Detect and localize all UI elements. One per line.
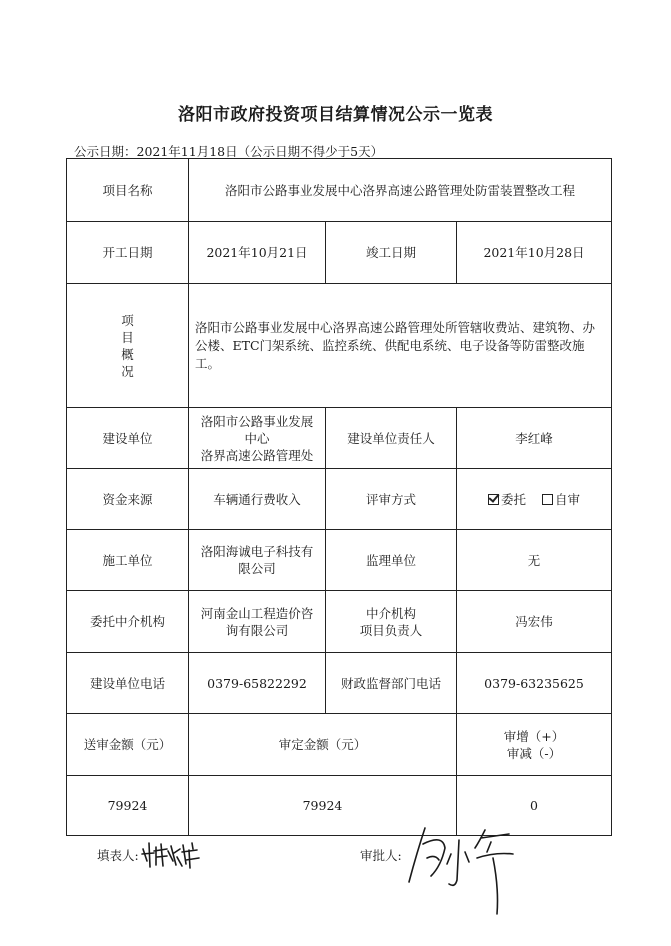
- review-method-options: [457, 469, 612, 530]
- builder-value: 洛阳市公路事业发展 中心 洛界高速公路管理处: [189, 408, 326, 469]
- option-self-review: 自审: [542, 491, 580, 508]
- agency-person-value: 冯宏伟: [457, 591, 612, 653]
- option-entrusted: 委托: [488, 491, 526, 508]
- table-row: [67, 469, 612, 530]
- table-row: [67, 284, 612, 408]
- table-row: [67, 714, 612, 776]
- project-name-value: 洛阳市公路事业发展中心洛界高速公路管理处防雷装置整改工程: [189, 159, 612, 222]
- funding-value: 车辆通行费收入: [189, 469, 326, 530]
- table-row: [67, 591, 612, 653]
- builder-phone-value: 0379-65822292: [189, 653, 326, 714]
- construction-value: 洛阳海诚电子科技有 限公司: [189, 530, 326, 591]
- page-title: 洛阳市政府投资项目结算情况公示一览表: [178, 105, 493, 125]
- submitted-amount-value: 79924: [67, 776, 189, 836]
- submitted-amount-header: 送审金额（元）: [67, 714, 189, 776]
- table-row: [67, 653, 612, 714]
- settlement-table: [66, 158, 612, 836]
- agency-value: 河南金山工程造价咨 询有限公司: [189, 591, 326, 653]
- supervisor-value: 无: [457, 530, 612, 591]
- table-row: [67, 159, 612, 222]
- supervisor-label: 监理单位: [326, 530, 457, 591]
- table-row: [67, 530, 612, 591]
- overview-value: 洛阳市公路事业发展中心洛界高速公路管理处所管辖收费站、建筑物、办公楼、ETC门架系统、监控系统、供配电系统、电子设备等防雷整改施工。: [189, 284, 612, 408]
- funding-label: 资金来源: [67, 469, 189, 530]
- approver-label: 审批人:: [360, 848, 402, 863]
- filler-signature: [140, 835, 202, 873]
- review-method-label: 评审方式: [326, 469, 457, 530]
- overview-label: 项 目 概 况: [67, 284, 189, 408]
- builder-person-value: 李红峰: [457, 408, 612, 469]
- finance-phone-value: 0379-63235625: [457, 653, 612, 714]
- filler-label: 填表人:: [97, 848, 139, 863]
- checkbox-empty-icon: [542, 494, 553, 505]
- start-date-value: 2021年10月21日: [189, 222, 326, 284]
- approver-signature: [405, 818, 535, 926]
- table-row: [67, 408, 612, 469]
- builder-phone-label: 建设单位电话: [67, 653, 189, 714]
- end-date-label: 竣工日期: [326, 222, 457, 284]
- builder-person-label: 建设单位责任人: [326, 408, 457, 469]
- agency-label: 委托中介机构: [67, 591, 189, 653]
- finance-phone-label: 财政监督部门电话: [326, 653, 457, 714]
- approved-amount-value: 79924: [189, 776, 457, 836]
- table-row: [67, 222, 612, 284]
- notice-date: 公示日期：2021年11月18日（公示日期不得少于5天）: [74, 144, 384, 159]
- approved-amount-header: 审定金额（元）: [189, 714, 457, 776]
- change-value: 0: [457, 776, 612, 836]
- checkbox-checked-icon: [488, 494, 499, 505]
- change-header: 审增（+） 审减（-）: [457, 714, 612, 776]
- agency-person-label: 中介机构 项目负责人: [326, 591, 457, 653]
- builder-label: 建设单位: [67, 408, 189, 469]
- start-date-label: 开工日期: [67, 222, 189, 284]
- construction-label: 施工单位: [67, 530, 189, 591]
- project-name-label: 项目名称: [67, 159, 189, 222]
- end-date-value: 2021年10月28日: [457, 222, 612, 284]
